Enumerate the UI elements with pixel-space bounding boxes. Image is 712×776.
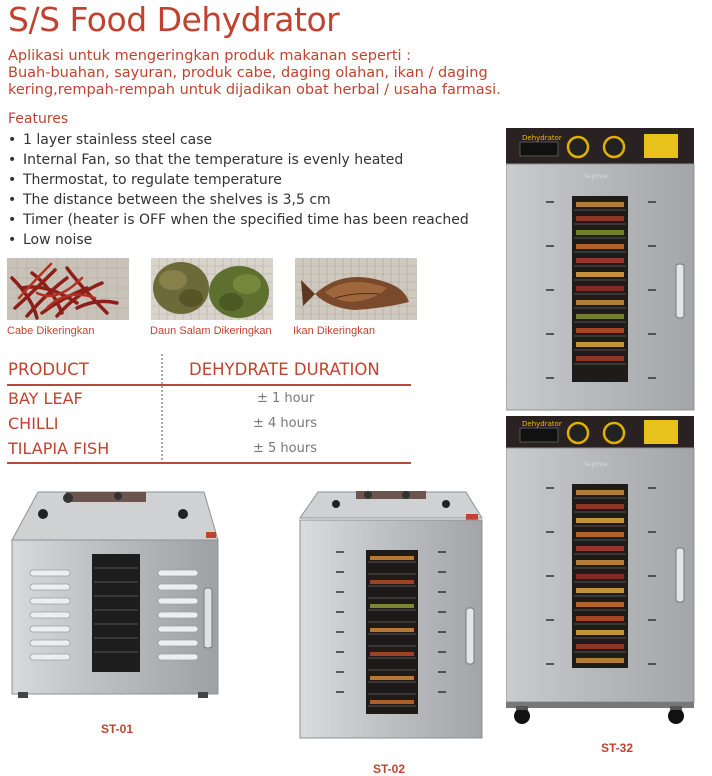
feature-item: • Low noise (8, 230, 469, 250)
caption-chilli: Cabe Dikeringkan (7, 325, 95, 337)
caption-bay-leaf: Daun Salam Dikeringkan (150, 325, 272, 337)
intro-text (8, 48, 528, 99)
table-header-duration: DEHYDRATE DURATION (189, 360, 380, 379)
feature-item: • Internal Fan, so that the temperature is evenly heated (8, 150, 469, 170)
model-label-st-02: ST-02 (373, 762, 406, 776)
table-row-product: CHILLI (8, 414, 59, 433)
photo-dried-fish (295, 258, 417, 320)
panel-brand-upper: Dehydrator (522, 134, 562, 142)
table-column-divider (161, 354, 163, 460)
table-row-product: BAY LEAF (8, 389, 83, 408)
product-st-02-image (296, 488, 486, 744)
product-st-01-image (8, 488, 222, 700)
photo-dried-bay-leaves (151, 258, 273, 320)
door-brand-lower: Septree (584, 461, 608, 468)
intro-line: Aplikasi untuk mengeringkan produk makanan seperti : (8, 48, 412, 64)
photo-dried-chilli (7, 258, 129, 320)
table-row-duration: ± 5 hours (253, 441, 317, 456)
table-row-duration: ± 4 hours (253, 416, 317, 431)
page-title: S/S Food Dehydrator (8, 0, 340, 39)
table-row-product: TILAPIA FISH (8, 439, 110, 458)
caption-fish: Ikan Dikeringkan (293, 325, 375, 337)
intro-line: Buah-buahan, sayuran, produk cabe, daging olahan, ikan / daging (8, 65, 488, 81)
model-label-st-01: ST-01 (101, 722, 134, 736)
feature-item: • Thermostat, to regulate temperature (8, 170, 469, 190)
panel-brand-lower: Dehydrator (522, 420, 562, 428)
table-row-duration: ± 1 hour (257, 391, 315, 406)
table-header-product: PRODUCT (8, 360, 89, 379)
model-label-st-32: ST-32 (601, 741, 634, 755)
table-header-rule (7, 384, 411, 386)
feature-item: • 1 layer stainless steel case (8, 130, 469, 150)
product-st-32-image (506, 128, 696, 728)
feature-item: • Timer (heater is OFF when the specified time has been reached (8, 210, 469, 230)
table-bottom-rule (7, 462, 411, 464)
door-brand-upper: Septree (584, 173, 608, 180)
feature-item: • The distance between the shelves is 3,5 cm (8, 190, 469, 210)
features-list (8, 130, 469, 250)
features-heading: Features (8, 111, 69, 127)
intro-line: kering,rempah-rempah untuk dijadikan obat herbal / usaha farmasi. (8, 82, 501, 98)
